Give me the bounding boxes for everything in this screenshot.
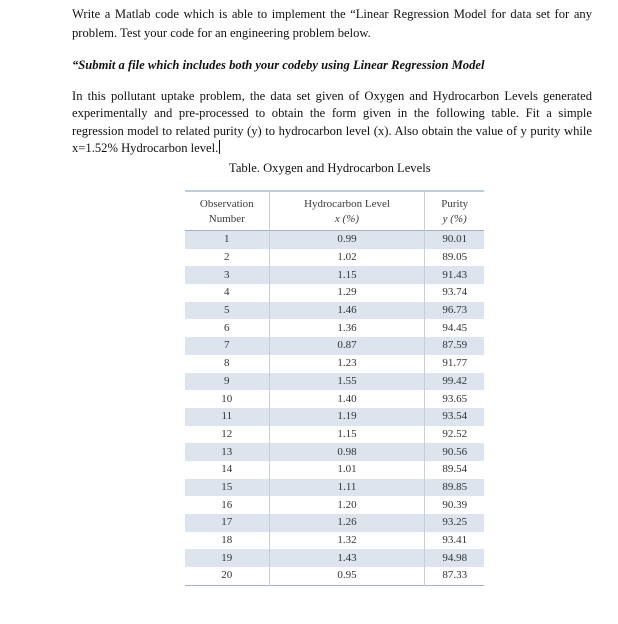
- header-hydrocarbon: Hydrocarbon Level x (%): [269, 191, 425, 231]
- submission-note: “Submit a file which includes both your codeby using Linear Regression Model: [72, 58, 485, 72]
- table-row: 17 1.26 93.25: [185, 514, 484, 532]
- table-row: 4 1.29 93.74: [185, 284, 484, 302]
- table-row: 15 1.11 89.85: [185, 479, 484, 497]
- table-row: 10 1.40 93.65: [185, 390, 484, 408]
- table-row: 13 0.98 90.56: [185, 443, 484, 461]
- table-row: 3 1.15 91.43: [185, 266, 484, 284]
- problem-statement: Write a Matlab code which is able to implement the “Linear Regression Model for data set for any problem. Test your code for an engineering problem below.: [72, 7, 592, 40]
- table-caption: Table. Oxygen and Hydrocarbon Levels: [229, 161, 431, 175]
- table-row: 14 1.01 89.54: [185, 461, 484, 479]
- header-purity: Purity y (%): [441, 198, 469, 225]
- table-row: 9 1.55 99.42: [185, 373, 484, 391]
- table-row: 16 1.20 90.39: [185, 496, 484, 514]
- table-row: 12 1.15 92.52: [185, 426, 484, 444]
- data-table: [185, 190, 484, 586]
- table-row: 7 0.87 87.59: [185, 337, 484, 355]
- table-row: 11 1.19 93.54: [185, 408, 484, 426]
- table-row: 2 1.02 89.05: [185, 249, 484, 267]
- problem-description-text: In this pollutant uptake problem, the data set given of Oxygen and Hydrocarbon Levels generated experimentally and pre-processed to obtain the form given in the following table. Fit a simple regression model to related purity (y) to hydrocarbon level (x). Also obtain the value of y purity while x=1.52% Hydrocarbon level.: [72, 89, 592, 155]
- text-cursor[interactable]: [219, 140, 220, 154]
- problem-description: [72, 88, 592, 157]
- table-row: 19 1.43 94.98: [185, 549, 484, 567]
- table-header-row: [185, 191, 484, 231]
- table-row: 18 1.32 93.41: [185, 532, 484, 550]
- table-row: 8 1.23 91.77: [185, 355, 484, 373]
- table-row: 5 1.46 96.73: [185, 302, 484, 320]
- header-observation: Observation Number: [185, 191, 269, 231]
- table-row: 6 1.36 94.45: [185, 319, 484, 337]
- table-row: 20 0.95 87.33: [185, 567, 484, 585]
- table-row: 1 0.99 90.01: [185, 231, 484, 249]
